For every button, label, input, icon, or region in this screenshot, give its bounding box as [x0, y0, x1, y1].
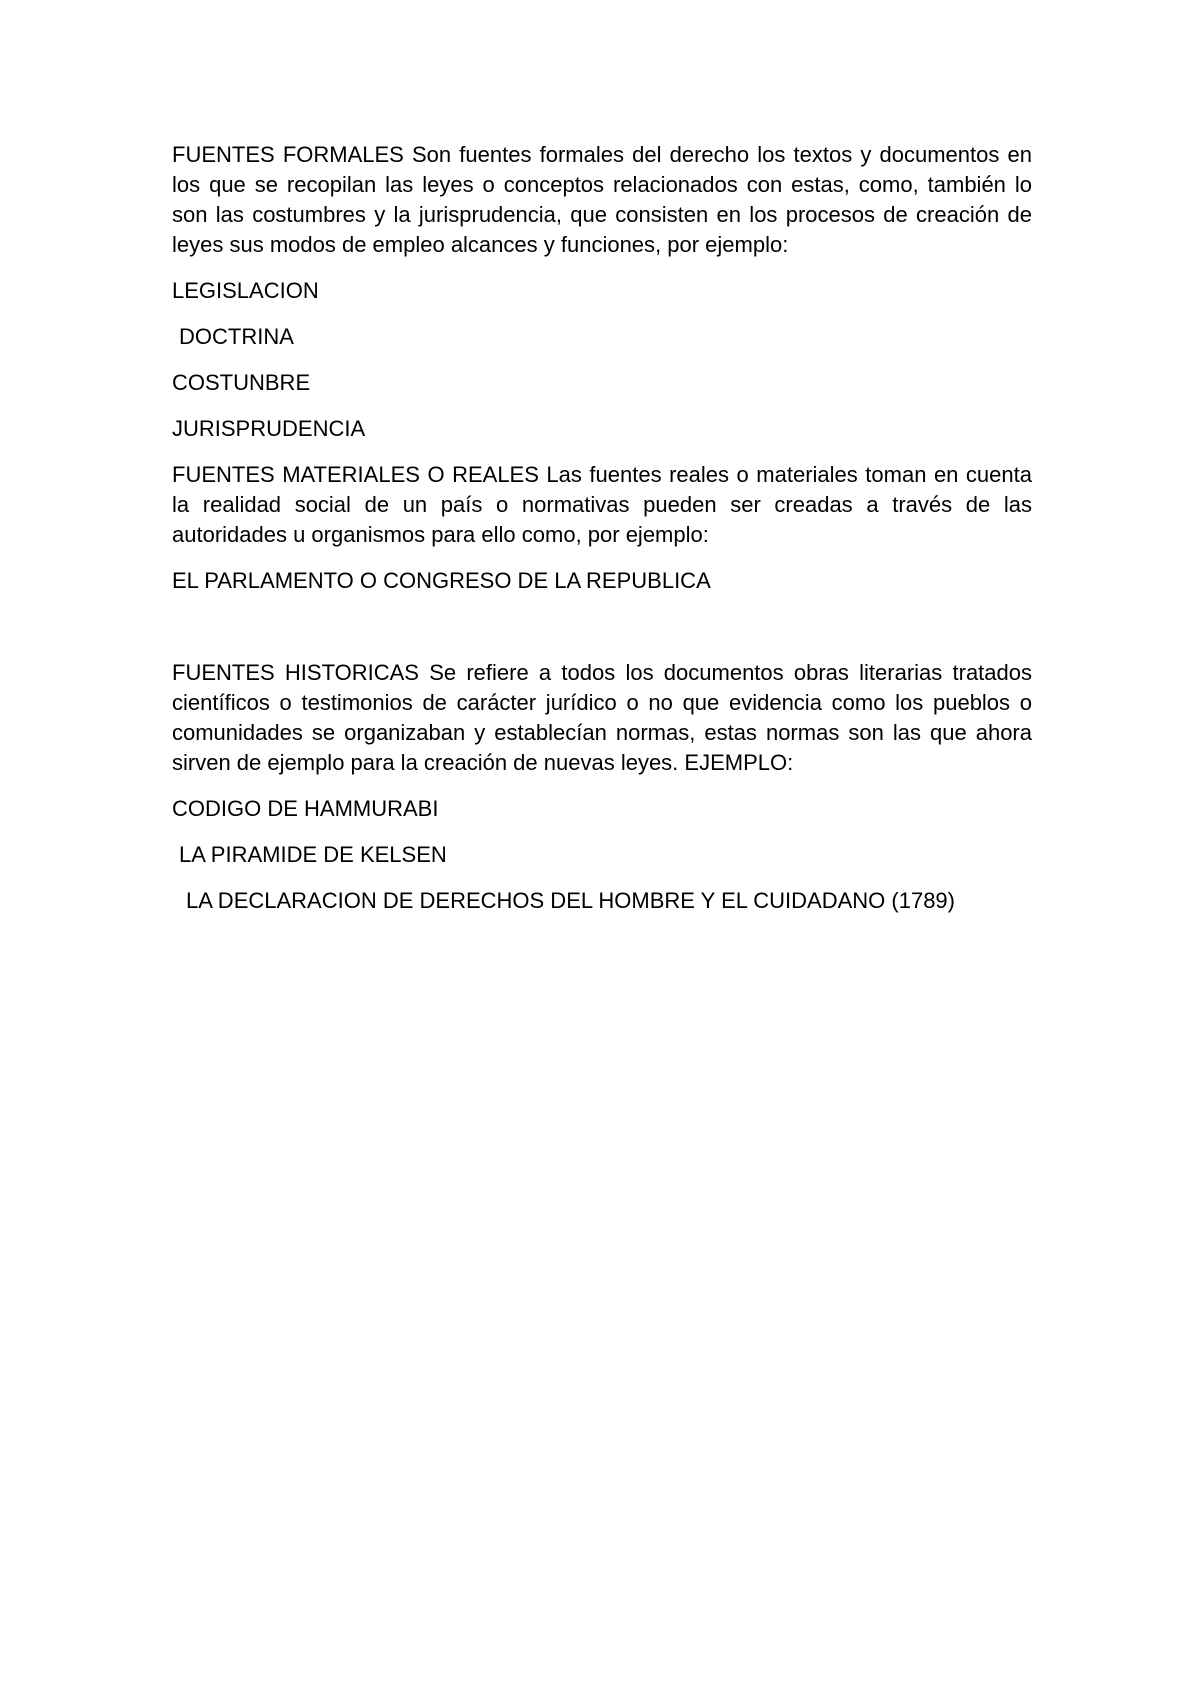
list-item-hammurabi: CODIGO DE HAMMURABI: [172, 796, 439, 821]
list-item-legislacion: LEGISLACION: [172, 278, 319, 303]
fuentes-formales-paragraph: FUENTES FORMALES Son fuentes formales del derecho los textos y documentos en los que se recopilan las leyes o conceptos relacionados con estas, como, también lo son las costumbres y la jurisprudencia, que consisten en los procesos de creación de leyes sus modos de empleo alcances y funciones, por ejemplo:: [172, 142, 1032, 257]
list-item-declaracion: LA DECLARACION DE DERECHOS DEL HOMBRE Y EL CUIDADANO (1789): [186, 888, 955, 913]
list-item-parlamento: EL PARLAMENTO O CONGRESO DE LA REPUBLICA: [172, 568, 711, 593]
list-item-jurisprudencia: JURISPRUDENCIA: [172, 416, 366, 441]
fuentes-historicas-paragraph: FUENTES HISTORICAS Se refiere a todos los documentos obras literarias tratados científicos o testimonios de carácter jurídico o no que evidencia como los pueblos o comunidades se organizaban y establecían normas, estas normas son las que ahora sirven de ejemplo para la creación de nuevas leyes. EJEMPLO:: [172, 660, 1032, 775]
list-item-costunbre: COSTUNBRE: [172, 370, 311, 395]
list-item-piramide-kelsen: LA PIRAMIDE DE KELSEN: [179, 842, 447, 867]
list-item-doctrina: DOCTRINA: [179, 324, 294, 349]
blank-line: [172, 612, 1032, 658]
document-page: [172, 140, 1032, 932]
fuentes-materiales-paragraph: FUENTES MATERIALES O REALES Las fuentes reales o materiales toman en cuenta la realidad social de un país o normativas pueden ser creadas a través de las autoridades u organismos para ello como, por ejemplo:: [172, 462, 1032, 547]
